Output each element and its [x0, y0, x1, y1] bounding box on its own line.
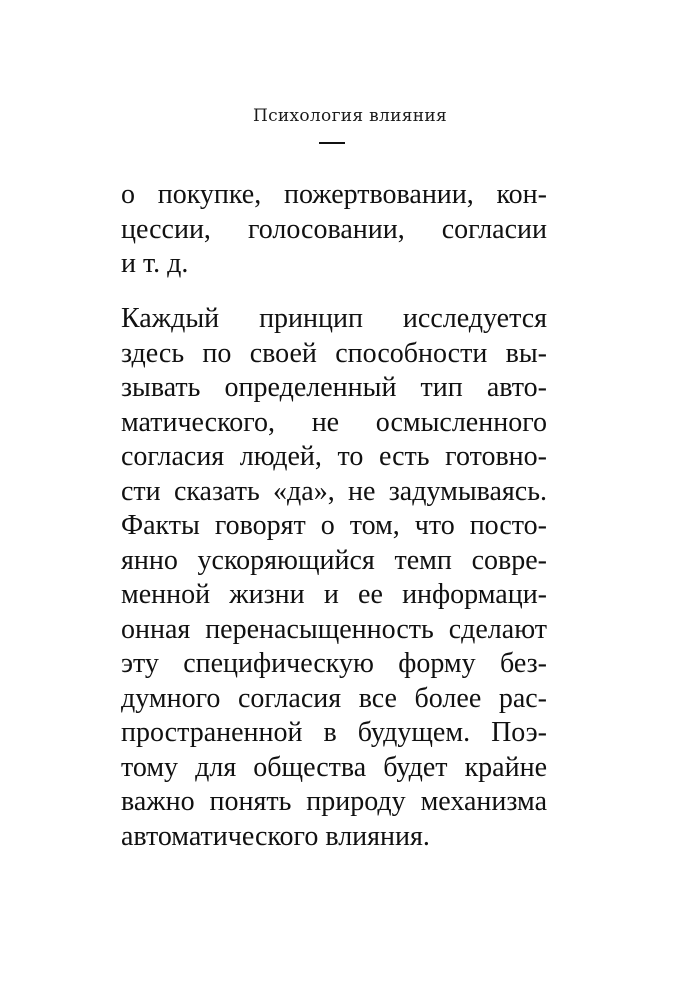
text-line: зывать определенный тип авто- — [121, 372, 547, 403]
text-line: эту специфическую форму без- — [121, 648, 547, 679]
text-line: думного согласия все более рас- — [121, 682, 547, 714]
paragraph-2 — [121, 302, 547, 854]
text-line: цессии, голосовании, согласии — [121, 213, 547, 245]
text-line: важно понять природу механизма — [121, 786, 547, 817]
text-line: онная перенасыщенность сделают — [121, 613, 547, 645]
header-rule — [319, 142, 345, 144]
text-line: Каждый принцип исследуется — [121, 303, 547, 334]
paragraph-1 — [121, 178, 547, 282]
text-line: менной жизни и ее информаци- — [121, 579, 547, 610]
text-line: согласия людей, то есть готовно- — [121, 441, 547, 472]
text-line: Факты говорят о том, что посто- — [121, 510, 547, 541]
text-line: матического, не осмысленного — [121, 406, 547, 438]
text-line: янно ускоряющийся темп совре- — [121, 544, 547, 576]
text-line: о покупке, пожертвовании, кон- — [121, 179, 547, 210]
text-line: пространенной в будущем. Поэ- — [121, 717, 547, 748]
text-line: автоматического влияния. — [121, 820, 430, 852]
text-line: сти сказать «да», не задумываясь. — [121, 475, 547, 507]
text-line: тому для общества будет крайне — [121, 751, 547, 783]
text-line: и т. д. — [121, 248, 189, 279]
running-title: Психология влияния — [252, 106, 448, 126]
text-line: здесь по своей способности вы- — [121, 337, 547, 369]
